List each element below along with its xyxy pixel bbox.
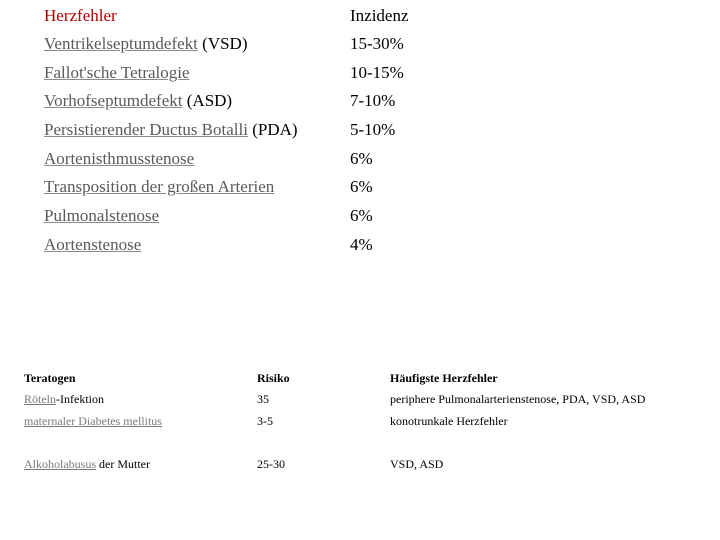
incidence-value: 6% [350, 206, 373, 226]
risk-value: 3-5 [257, 414, 273, 428]
table-row [44, 116, 684, 145]
incidence-value: 10-15% [350, 62, 404, 82]
incidence-table [44, 0, 684, 260]
header-incidence: Inzidenz [350, 6, 409, 25]
defect-link-aortic-stenosis[interactable]: Aortenstenose [44, 234, 142, 254]
table-row [44, 202, 684, 231]
teratogen-suffix: -Infektion [56, 392, 104, 406]
incidence-header-row [44, 0, 684, 30]
header-defects: Häufigste Herzfehler [390, 371, 498, 385]
incidence-value: 5-10% [350, 120, 396, 140]
defect-link-tga[interactable]: Transposition der großen Arterien [44, 177, 275, 197]
table-row [44, 173, 684, 202]
defect-link-fallot[interactable]: Fallot'sche Tetralogie [44, 62, 190, 82]
incidence-value: 6% [350, 177, 373, 197]
risk-value: 25-30 [257, 457, 285, 471]
teratogen-link-diabetes[interactable]: maternaler Diabetes mellitus [24, 414, 162, 428]
header-defect: Herzfehler [44, 6, 117, 25]
risk-value: 35 [257, 392, 269, 406]
table-row [44, 30, 684, 59]
defect-suffix: (ASD) [182, 91, 233, 111]
table-row [44, 87, 684, 116]
table-row [44, 145, 684, 174]
defects-value: konotrunkale Herzfehler [390, 414, 508, 428]
teratogen-suffix: der Mutter [96, 457, 150, 471]
table-row [44, 231, 684, 260]
defect-link-pda[interactable]: Persistierender Ductus Botalli [44, 120, 248, 140]
table-row [44, 59, 684, 88]
incidence-value: 6% [350, 148, 373, 168]
defect-link-vsd[interactable]: Ventrikelseptumdefekt [44, 34, 198, 53]
defect-link-pulmonary-stenosis[interactable]: Pulmonalstenose [44, 206, 160, 226]
incidence-value: 4% [350, 234, 373, 254]
defects-value: VSD, ASD [390, 457, 444, 471]
defect-link-asd[interactable]: Vorhofseptumdefekt [44, 91, 183, 111]
incidence-value: 7-10% [350, 91, 396, 111]
incidence-value: 15-30% [350, 34, 404, 53]
defect-link-coarctation[interactable]: Aortenisthmusstenose [44, 148, 195, 168]
teratogen-link-rubella[interactable]: Röteln [24, 392, 56, 406]
defects-value: periphere Pulmonalarterienstenose, PDA, VSD, ASD [390, 392, 646, 406]
defect-suffix: (VSD) [197, 34, 248, 53]
header-risk: Risiko [257, 371, 290, 385]
header-teratogen: Teratogen [24, 371, 76, 385]
defect-suffix: (PDA) [247, 120, 298, 140]
teratogen-link-alcohol[interactable]: Alkoholabusus [24, 457, 96, 471]
